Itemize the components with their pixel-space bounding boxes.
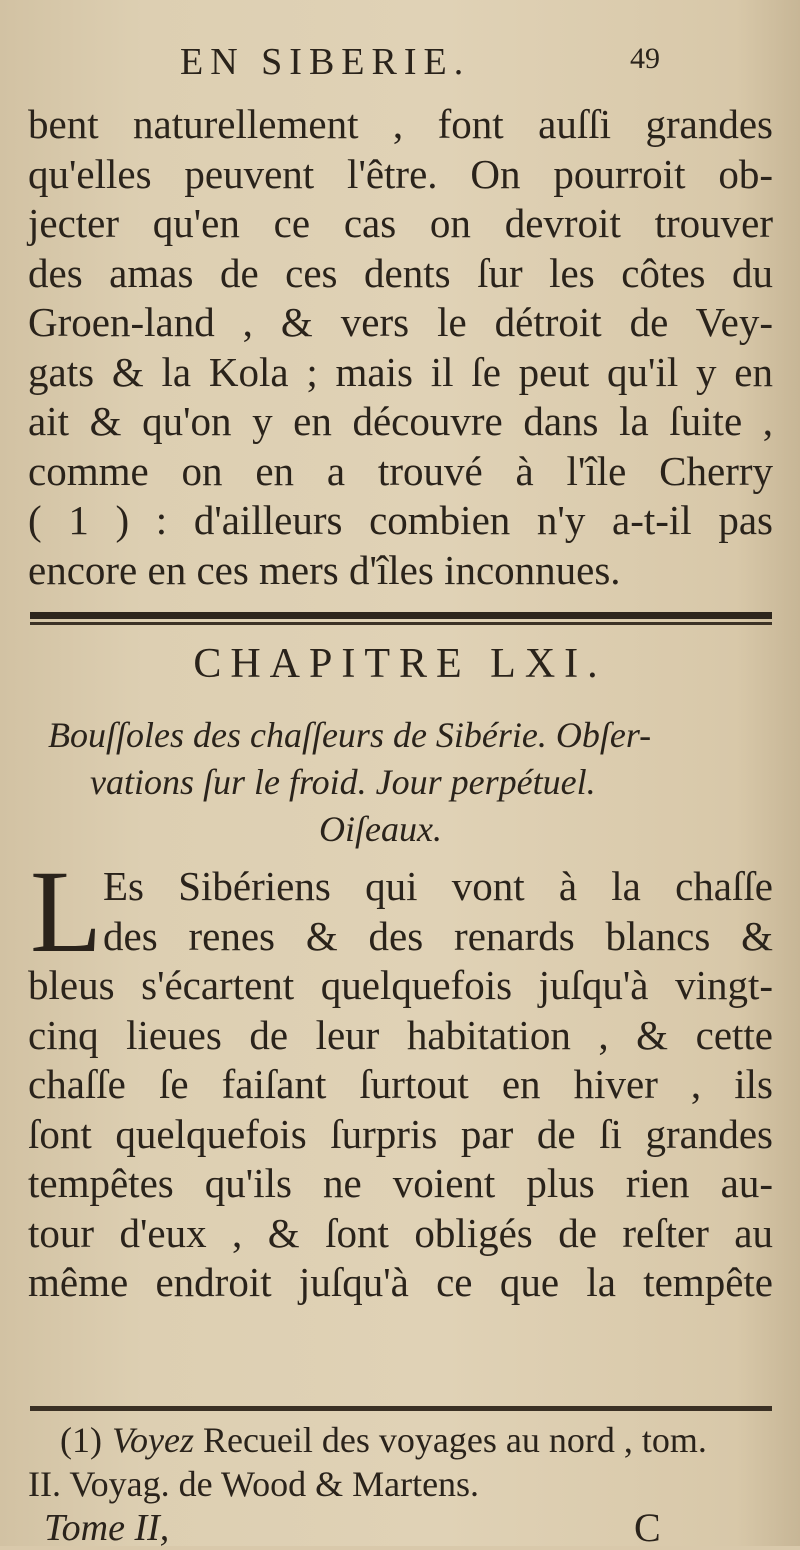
text-line: comme on en a trouvé à l'île Cherry bbox=[28, 447, 773, 494]
rule-thin bbox=[30, 622, 772, 625]
top-paragraph bbox=[28, 100, 773, 595]
footnote bbox=[28, 1418, 773, 1550]
footnote-mark: (1) bbox=[60, 1420, 102, 1460]
footnote-line: II. Voyag. de Wood & Martens. bbox=[28, 1464, 480, 1504]
summary-line: Bouſſoles des chaſſeurs de Sibérie. Obſer- bbox=[48, 715, 652, 755]
text-line: chaſſe ſe faiſant ſurtout en hiver , ils bbox=[28, 1061, 773, 1107]
text-line: des renes & des renards blancs & bbox=[103, 912, 773, 959]
text-line: ſont quelquefois ſurpris par de ſi grandes bbox=[28, 1110, 773, 1157]
text-line: encore en ces mers d'îles inconnues. bbox=[28, 546, 621, 593]
footnote-line bbox=[28, 1418, 773, 1462]
text-line: jecter qu'en ce cas on devroit trouver bbox=[28, 200, 773, 246]
page-number: 49 bbox=[630, 42, 660, 75]
chapter-heading: CHAPITRE LXI. bbox=[193, 641, 607, 687]
tome-label: Tome II, bbox=[44, 1507, 170, 1549]
footnote-ref-text: Recueil des voyages au nord , tom. bbox=[202, 1420, 707, 1460]
running-head bbox=[180, 40, 660, 90]
text-line: Groen-land , & vers le détroit de Vey- bbox=[28, 299, 773, 345]
text-line: tour d'eux , & ſont obligés de reſter au bbox=[28, 1209, 773, 1256]
rule-thick bbox=[30, 612, 772, 619]
text-line: ait & qu'on y en découvre dans la ſuite , bbox=[28, 398, 773, 444]
text-line: même endroit juſqu'à ce que la tempête bbox=[28, 1259, 773, 1305]
text-line: ( 1 ) : d'ailleurs combien n'y a-t-il pas bbox=[28, 497, 773, 543]
text-line: qu'elles peuvent l'être. On pourroit ob- bbox=[28, 150, 773, 197]
summary-line: Oiſeaux. bbox=[319, 809, 442, 849]
text-line: Es Sibériens qui vont à la chaſſe bbox=[103, 863, 773, 909]
footnote-ref-word: Voyez bbox=[111, 1420, 194, 1460]
text-line: des amas de ces dents ſur les côtes du bbox=[28, 249, 773, 296]
chapter-ornament-rule bbox=[30, 612, 772, 628]
signature-row bbox=[28, 1506, 773, 1550]
main-paragraph bbox=[28, 846, 773, 1308]
printer-signature: C bbox=[634, 1505, 661, 1550]
summary-line: vations ſur le froid. Jour perpétuel. bbox=[90, 762, 596, 802]
text-line: bleus s'écartent quelquefois juſqu'à vingt- bbox=[28, 962, 773, 1008]
footnote-rule bbox=[30, 1406, 772, 1411]
text-line: gats & la Kola ; mais il ſe peut qu'il y en bbox=[28, 348, 773, 395]
text-line: cinq lieues de leur habitation , & cette bbox=[28, 1011, 773, 1058]
text-line: tempêtes qu'ils ne voient plus rien au- bbox=[28, 1160, 773, 1206]
drop-cap: L bbox=[30, 846, 103, 977]
chapter-summary bbox=[48, 712, 753, 853]
text-line: bent naturellement , font auſſi grandes bbox=[28, 101, 773, 147]
running-title: EN SIBERIE. bbox=[180, 41, 471, 83]
